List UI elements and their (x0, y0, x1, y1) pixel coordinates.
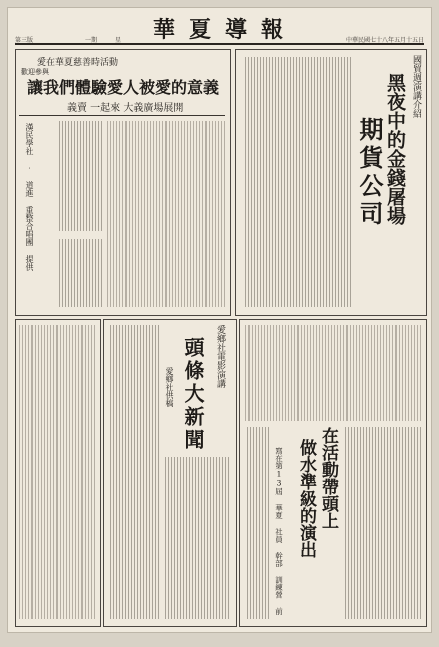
article-charity-body (107, 121, 225, 307)
article-movie-headline: 頭條大新聞 (181, 337, 205, 452)
article-training-body-top (245, 325, 421, 421)
article-left-column-body (19, 325, 95, 619)
article-charity-rule (19, 115, 225, 116)
article-training-headline-1: 在活動帶頭上 (318, 427, 338, 529)
article-futures-headline-1: 黑夜中的金錢屠場 (384, 73, 406, 225)
article-charity-byline: 漢民學社 ‧ 道進 重整合唱團 提供 (25, 123, 34, 271)
article-charity-subhead: 義賣 一起來 大義廣場展開 (67, 103, 184, 114)
newspaper-title: 華夏導報 (152, 17, 297, 43)
article-movie-body (109, 325, 159, 619)
article-futures-headline-2: 期貨公司 (355, 117, 384, 229)
article-charity-kicker: 愛在華夏慈善時活動 (37, 58, 119, 68)
article-training-subhead: 寫在第13屆 華夏 社員 幹部 訓練營 前 (274, 447, 284, 615)
article-charity-notes (57, 239, 102, 307)
article-charity-schedule (57, 121, 102, 231)
article-training-body-right (343, 427, 421, 619)
article-movie-kicker: 愛鄉社電影演講 (215, 325, 225, 388)
article-charity-tag: 歡迎參與 (21, 68, 49, 76)
issue-label: 一期 (85, 37, 98, 44)
article-training-body-left (245, 427, 269, 619)
article-training-headline-2: 做水準級的演出 (296, 439, 316, 558)
newspaper-page (7, 7, 432, 633)
article-movie-byline: 愛鄉社供稿 (165, 367, 174, 407)
article-futures-kicker: 國貿週演講介紹 (411, 55, 421, 118)
article-futures-body (241, 57, 351, 307)
article-charity-headline: 讓我們體驗愛人被愛的意義 (27, 78, 220, 97)
date-label: 中華民國七十八年五月十五日 (345, 37, 424, 44)
edition-label: 第三版 (15, 37, 34, 44)
masthead-bar (15, 13, 424, 45)
article-movie-body-lower (163, 457, 229, 619)
weekday-label: 星 (115, 37, 122, 44)
